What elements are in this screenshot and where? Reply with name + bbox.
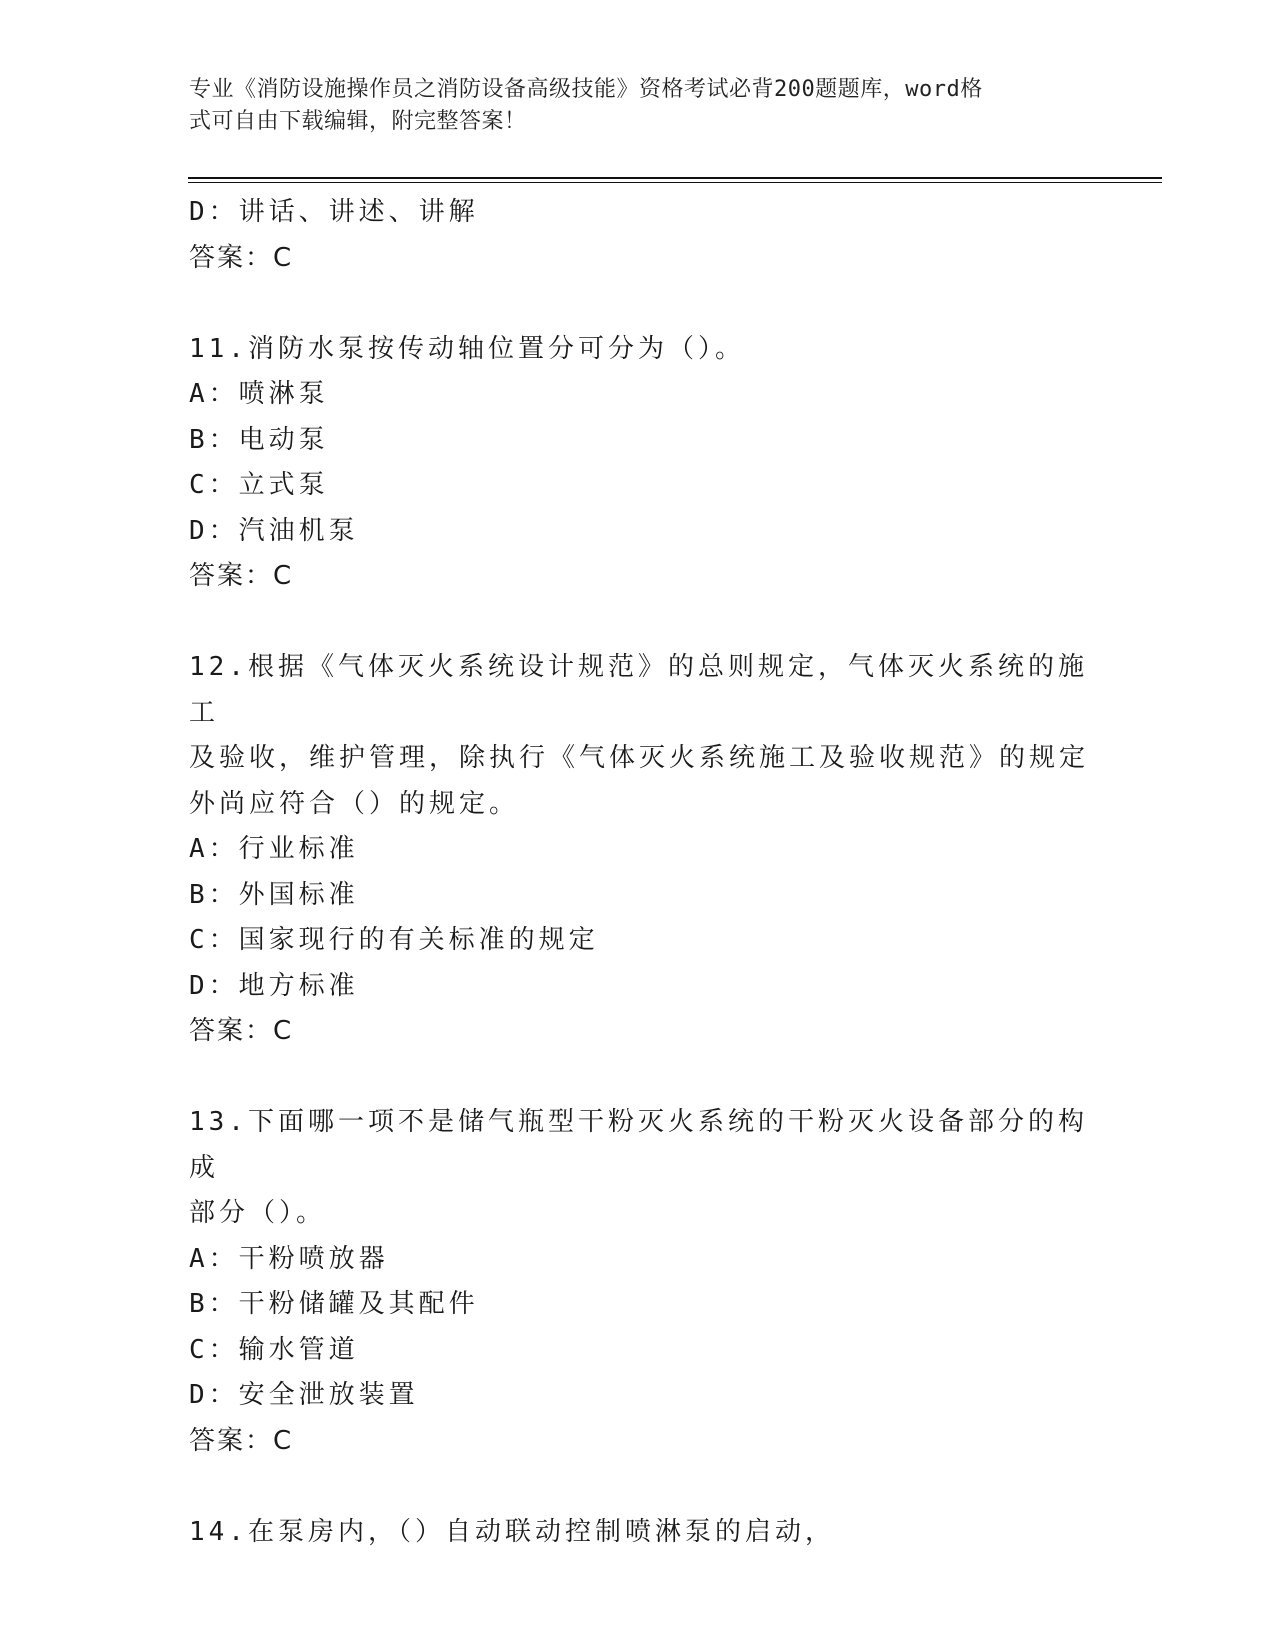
option-c: C：立式泵	[189, 470, 329, 500]
question-13	[189, 1100, 1089, 1464]
question-12	[189, 645, 1089, 1055]
question-list	[189, 190, 1089, 1555]
option-a: A：喷淋泵	[189, 379, 329, 409]
option-d: D：地方标准	[189, 970, 359, 1001]
option-c: C：输水管道	[189, 1334, 359, 1365]
question-stem-line-3: 外尚应符合（）的规定。	[189, 788, 520, 819]
header-line-1: 专业《消防设施操作员之消防设备高级技能》资格考试必背200题题库，word格	[189, 77, 983, 102]
answer-label: 答案：C	[189, 561, 294, 591]
question-spacer	[189, 281, 1089, 327]
question-stem-line-2: 部分（）。	[189, 1198, 327, 1228]
option-d: D：讲话、讲述、讲解	[189, 197, 479, 227]
document-header	[189, 74, 1069, 138]
option-c: C：国家现行的有关标准的规定	[189, 925, 599, 955]
answer-label: 答案：C	[189, 1425, 294, 1456]
option-b: B：外国标准	[189, 879, 359, 910]
option-a: A：行业标准	[189, 834, 359, 864]
question-stem: 11.消防水泵按传动轴位置分可分为（）。	[189, 333, 745, 364]
answer-label: 答案：C	[189, 1016, 294, 1046]
question-spacer	[189, 600, 1089, 646]
question-stem-line-2: 及验收，维护管理，除执行《气体灭火系统施工及验收规范》的规定	[189, 743, 1090, 773]
answer-label: 答案：C	[189, 242, 294, 273]
question-stem-line-1: 13.下面哪一项不是储气瓶型干粉灭火系统的干粉灭火设备部分的构成	[189, 1107, 1088, 1183]
option-b: B：电动泵	[189, 424, 329, 455]
question-11	[189, 327, 1089, 600]
question-stem-line-1: 12.根据《气体灭火系统设计规范》的总则规定，气体灭火系统的施工	[189, 652, 1088, 728]
option-d: D：汽油机泵	[189, 515, 359, 546]
question-14	[189, 1510, 1089, 1556]
option-b: B：干粉储罐及其配件	[189, 1289, 479, 1319]
header-divider-thick	[188, 177, 1162, 179]
option-d: D：安全泄放装置	[189, 1380, 419, 1410]
question-spacer	[189, 1055, 1089, 1101]
option-a: A：干粉喷放器	[189, 1243, 389, 1274]
question-10-tail	[189, 190, 1089, 281]
header-line-2: 式可自由下载编辑，附完整答案！	[189, 109, 527, 134]
question-spacer	[189, 1464, 1089, 1510]
question-stem: 14.在泵房内，（）自动联动控制喷淋泵的启动，	[189, 1516, 835, 1547]
header-divider-thin	[188, 182, 1162, 183]
